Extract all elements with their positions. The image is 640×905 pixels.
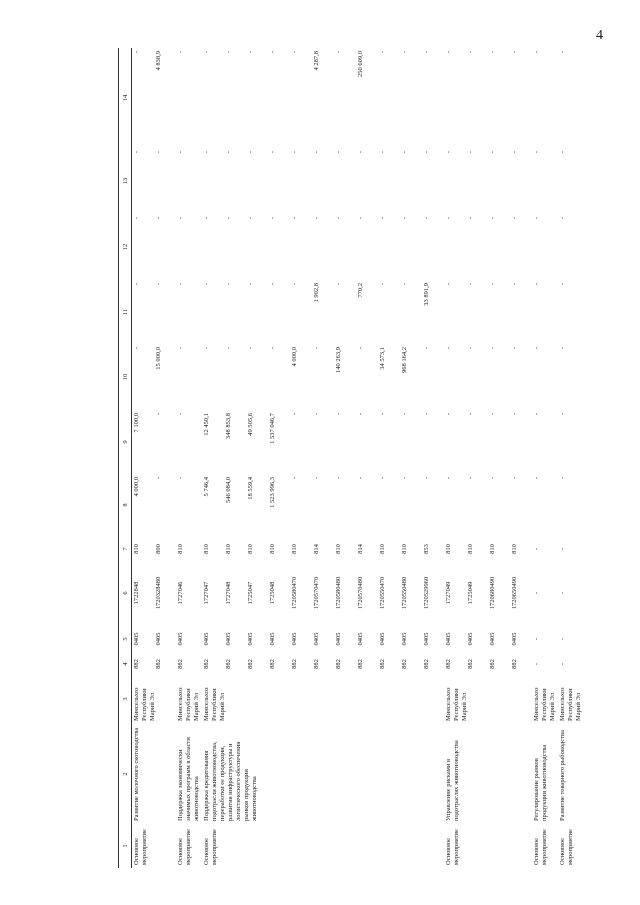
table-cell: 810 [269,544,276,554]
table-cell: 882 [401,659,408,669]
table-cell: 810 [225,544,232,554]
table-cell: - [533,637,540,641]
table-cell: - [247,51,254,54]
table-cell: - [291,151,298,154]
table-cell: - [177,283,184,286]
table-cell: - [401,51,408,54]
table-cell: 0405 [379,632,386,646]
table-cell: 4 000,0 [291,347,298,367]
table-cell: - [489,151,496,154]
column-number-header [119,48,132,868]
table-row [532,48,558,868]
table-cell: 1 523 996,3 [269,477,276,508]
table-cell: 882 [203,659,210,669]
table-cell: - [335,413,342,416]
table-cell: - [269,51,276,54]
table-cell: - [225,283,232,286]
col-header: 7 [119,536,132,562]
table-cell: - [401,151,408,154]
table-cell: - [225,151,232,154]
table-cell: 882 [357,659,364,669]
table-cell: 0405 [401,632,408,646]
col-header: 5 [119,624,132,654]
table-cell: 882 [445,659,452,669]
table-cell: - [155,283,162,286]
executor-cell: Минсельхоз Республики Марий Эл [177,687,200,721]
table-cell: - [511,477,518,480]
table-cell: - [379,51,386,54]
table-cell: - [203,217,210,220]
table-cell: - [423,477,430,480]
table-cell: - [533,217,540,220]
table-cell: 882 [313,659,320,669]
table-cell: 1720580470 [291,576,298,610]
table-cell: 810 [177,544,184,554]
table-cell: - [423,347,430,350]
executor-cell: Минсельхоз Республики Марий Эл [445,687,468,721]
measure-name-cell: Развитие товарного рыбоводства [559,730,566,821]
table-row [444,48,466,868]
col-header: 12 [119,214,132,280]
table-cell: 0405 [133,632,140,646]
measure-name-cell: Поддержка экономически значимых программ в области животноводства [177,737,200,821]
table-cell: 1722848 [133,581,140,605]
table-cell: 0405 [247,632,254,646]
table-cell: 0405 [511,632,518,646]
table-row [132,48,155,868]
col-header: 3 [119,674,132,724]
table-cell: 0405 [313,632,320,646]
table-cell: 1727048 [225,581,232,605]
table-cell: - [313,151,320,154]
table-cell: 1 902,8 [313,283,320,303]
table-cell: - [225,51,232,54]
table-cell: - [291,413,298,416]
table-cell: - [511,283,518,286]
measure-type-cell: Основное мероприятие [559,829,574,865]
table-cell: 0405 [203,632,210,646]
table-cell: - [489,51,496,54]
measure-type-cell: Основное мероприятие [203,829,218,865]
executor-cell: Минсельхоз Республики Марий Эл [533,687,556,721]
table-cell: - [357,217,364,220]
table-cell: - [423,151,430,154]
measure-name-cell: Регулирование рынков продукции животноводства [533,744,548,821]
measure-name-cell: Управление рисками в подотраслях животноводства [445,740,460,821]
table-cell: - [489,477,496,480]
table-cell: 0405 [467,632,474,646]
measure-type-cell: Основное мероприятие [177,829,192,865]
table-cell: - [291,477,298,480]
table-cell: - [269,347,276,350]
table-cell: 1720650490 [511,576,518,610]
table-cell: 800 [155,544,162,554]
measure-type-cell: Основное мероприятие [533,829,548,865]
table-cell: 1727047 [203,581,210,605]
table-cell: 1720580480 [335,576,342,610]
table-cell: - [423,51,430,54]
table-cell: 810 [247,544,254,554]
table-cell: 810 [467,544,474,554]
table-cell: - [445,347,452,350]
table-cell: - [291,283,298,286]
table-cell: 810 [379,544,386,554]
table-cell: - [445,413,452,416]
table-cell: - [313,413,320,416]
table-cell: - [467,151,474,154]
table-cell: - [335,283,342,286]
table-cell: - [357,347,364,350]
table-cell: - [511,347,518,350]
table-cell: 882 [423,659,430,669]
table-cell: - [357,413,364,416]
rotated-table-container [118,48,588,868]
col-header: 8 [119,474,132,536]
table-cell: - [379,217,386,220]
table-cell: - [401,217,408,220]
col-header: 6 [119,562,132,624]
col-header: 10 [119,344,132,410]
table-cell: 140 263,9 [335,347,342,373]
table-cell: - [401,283,408,286]
table-cell: 810 [291,544,298,554]
table-cell: - [313,217,320,220]
table-cell: 0405 [155,632,162,646]
table-cell: 4 000,0 [133,477,140,497]
table-cell: - [511,51,518,54]
table-cell: 33 891,9 [423,283,430,306]
measure-name-cell: Поддержка кредитования подотрасли животноводства, переработки ее продукции, развития инфраструктуры и логистического обеспечения рынков продукции животноводства [203,741,258,821]
table-cell: - [313,477,320,480]
table-cell: - [445,151,452,154]
table-cell: - [559,51,566,54]
table-cell: 5 746,4 [203,477,210,497]
table-cell: 0405 [225,632,232,646]
col-header: 13 [119,148,132,214]
table-cell: - [533,51,540,54]
table-cell: 0405 [357,632,364,646]
table-cell: 1720328480 [155,576,162,610]
table-cell: 882 [467,659,474,669]
executor-cell: Минсельхоз Республики Марий Эл [203,687,226,721]
table-cell: - [559,547,566,551]
table-cell: - [357,151,364,154]
table-cell: 882 [511,659,518,669]
table-cell: 770,2 [357,283,364,298]
table-cell: - [489,347,496,350]
table-cell: - [559,347,566,350]
table-cell: - [155,151,162,154]
table-cell: - [335,477,342,480]
table-cell: 882 [269,659,276,669]
table-cell: - [177,217,184,220]
table-cell: 882 [225,659,232,669]
table-cell: - [247,217,254,220]
table-cell: - [133,283,140,286]
col-header: 4 [119,654,132,674]
table-cell: - [511,217,518,220]
table-cell: - [467,413,474,416]
table-cell: - [269,151,276,154]
table-cell: 546 084,0 [225,477,232,503]
table-cell: - [247,283,254,286]
budget-table [118,48,584,868]
table-cell: - [291,217,298,220]
table-cell: - [203,51,210,54]
table-cell: 810 [203,544,210,554]
table-cell: - [155,477,162,480]
table-cell: - [133,217,140,220]
table-cell: 1725047 [247,581,254,605]
col-header: 11 [119,280,132,344]
table-cell: - [559,591,566,595]
table-cell: 882 [379,659,386,669]
table-cell: - [335,217,342,220]
table-cell: - [291,51,298,54]
table-cell: - [489,217,496,220]
table-cell: - [401,477,408,480]
table-cell: 882 [489,659,496,669]
executor-cell: Минсельхоз Республики Марий Эл [133,687,156,721]
table-cell: - [445,51,452,54]
table-cell: - [445,477,452,480]
table-cell: 1 537 046,7 [269,413,276,444]
table-cell: 1725049 [467,581,474,605]
table-cell: 348 853,8 [225,413,232,439]
table-cell: - [445,217,452,220]
table-cell: - [335,151,342,154]
table-cell: 814 [357,544,364,554]
table-cell: - [559,217,566,220]
table-cell: - [533,151,540,154]
table-cell: - [203,347,210,350]
table-cell: - [379,283,386,286]
table-cell: - [533,662,540,666]
table-cell: 4 287,8 [313,51,320,71]
table-cell: - [467,217,474,220]
table-cell: 1725048 [269,581,276,605]
table-body [132,48,585,868]
table-cell: 810 [489,544,496,554]
table-cell: 0405 [423,632,430,646]
table-cell: - [489,413,496,416]
table-cell: 0405 [291,632,298,646]
table-cell: - [357,477,364,480]
table-cell: 968 164,2 [401,347,408,373]
table-cell: - [559,151,566,154]
table-cell: - [225,217,232,220]
table-cell: - [559,413,566,416]
table-cell: 1720529960 [423,576,430,610]
col-header: 9 [119,410,132,474]
table-cell: 882 [291,659,298,669]
table-cell: - [247,151,254,154]
table-cell: - [533,591,540,595]
table-row [176,48,202,868]
page-number: 4 [596,28,603,43]
table-cell: - [313,347,320,350]
table-cell: 810 [335,544,342,554]
table-cell: - [467,51,474,54]
table-cell: 810 [401,544,408,554]
table-cell: 15 000,0 [155,347,162,370]
table-cell: 810 [133,544,140,554]
table-cell: - [559,637,566,641]
table-cell: - [225,347,232,350]
measure-name-cell: Развитие молочного скотоводства [133,727,140,821]
table-cell: 882 [133,659,140,669]
table-cell: 882 [155,659,162,669]
table-cell: - [467,347,474,350]
measure-type-cell: Основное мероприятие [133,829,148,865]
table-cell: - [247,347,254,350]
table-cell: - [511,151,518,154]
table-cell: - [533,283,540,286]
table-cell: 810 [511,544,518,554]
table-cell: 0405 [335,632,342,646]
table-cell: - [177,347,184,350]
col-header: 1 [119,824,132,868]
table-cell: - [401,413,408,416]
table-cell: 1720570470 [313,576,320,610]
table-cell: - [177,477,184,480]
table-cell: - [269,283,276,286]
table-cell: 0405 [489,632,496,646]
table-cell: - [133,51,140,54]
table-cell: 18 559,4 [247,477,254,500]
table-cell: - [269,217,276,220]
table-cell: - [467,477,474,480]
table-cell: - [203,151,210,154]
table-cell: - [423,413,430,416]
table-cell: - [133,347,140,350]
table-cell: - [155,217,162,220]
table-cell: 0405 [269,632,276,646]
table-cell: 1727049 [445,581,452,605]
table-cell: 0405 [445,632,452,646]
table-cell: - [177,151,184,154]
table-cell: - [533,347,540,350]
table-cell: - [203,283,210,286]
table-cell: 12 450,1 [203,413,210,436]
table-cell: 882 [247,659,254,669]
table-cell: - [177,413,184,416]
table-cell: - [379,151,386,154]
table-cell: - [379,477,386,480]
table-cell: 1720680490 [489,576,496,610]
table-cell: - [559,477,566,480]
table-cell: - [155,413,162,416]
table-cell: - [533,547,540,551]
executor-cell: Минсельхоз Республики Марий Эл [559,687,582,721]
table-cell: - [335,51,342,54]
col-header: 14 [119,48,132,148]
table-cell: 810 [445,544,452,554]
table-cell: 882 [177,659,184,669]
table-cell: 814 [313,544,320,554]
table-cell: 1720550470 [379,576,386,610]
table-cell: 1727046 [177,581,184,605]
table-row [202,48,224,868]
table-row [558,48,584,868]
table-cell: 1720550480 [401,576,408,610]
table-cell: 4 838,9 [155,51,162,71]
table-cell: - [533,477,540,480]
table-cell: - [177,51,184,54]
measure-type-cell: Основное мероприятие [445,829,460,865]
table-cell: 34 573,1 [379,347,386,370]
table-cell: 7 100,0 [133,413,140,433]
table-cell: 49 505,6 [247,413,254,436]
table-cell: - [423,217,430,220]
table-cell: 1720570480 [357,576,364,610]
table-cell: - [445,283,452,286]
table-cell: - [559,283,566,286]
table-cell: - [511,413,518,416]
table-cell: - [133,151,140,154]
table-cell: - [533,413,540,416]
table-cell: 0405 [177,632,184,646]
table-cell: - [467,283,474,286]
table-cell: - [559,662,566,666]
table-cell: 250 609,0 [357,51,364,77]
table-cell: - [379,413,386,416]
table-cell: 853 [423,544,430,554]
col-header: 2 [119,724,132,824]
table-cell: - [489,283,496,286]
table-cell: 882 [335,659,342,669]
